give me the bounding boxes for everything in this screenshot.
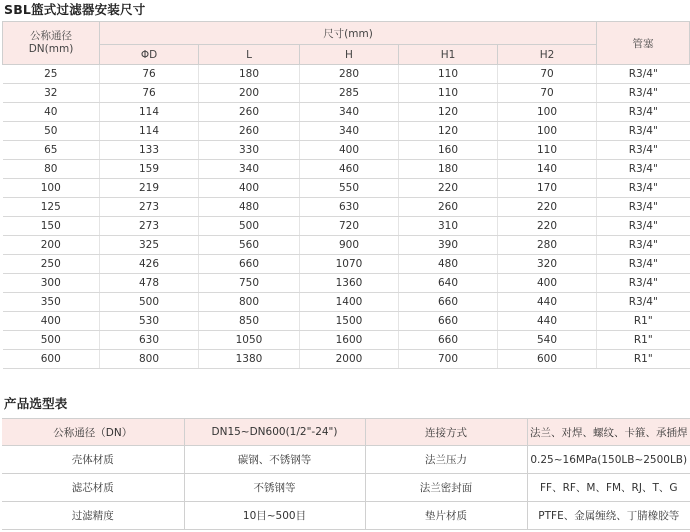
table-cell: 850: [199, 312, 300, 331]
selection-table: [2, 418, 690, 530]
table-cell: 1050: [199, 331, 300, 350]
table-cell: 340: [199, 160, 300, 179]
table-row: [3, 103, 690, 122]
table-row: [3, 331, 690, 350]
table-row: [3, 236, 690, 255]
table-cell: 280: [498, 236, 597, 255]
table-row: [3, 198, 690, 217]
table-cell: 900: [300, 236, 399, 255]
table-row: [3, 255, 690, 274]
table-row: [3, 293, 690, 312]
table-cell: 219: [100, 179, 199, 198]
spec-value: 碳钢、不锈钢等: [184, 446, 365, 474]
header-h: H: [300, 45, 399, 65]
table-cell: 120: [399, 122, 498, 141]
table-cell: 1380: [199, 350, 300, 369]
table-cell: 32: [3, 84, 100, 103]
table-row: [3, 312, 690, 331]
table-cell: 110: [399, 84, 498, 103]
table-cell: 260: [399, 198, 498, 217]
table-cell: 65: [3, 141, 100, 160]
table-cell: 460: [300, 160, 399, 179]
table-cell: R3/4": [597, 65, 690, 84]
spec-label: 垫片材质: [365, 502, 527, 530]
table-cell: 440: [498, 312, 597, 331]
spec-value: 法兰、对焊、螺纹、卡箍、承插焊: [527, 419, 690, 446]
table-cell: 160: [399, 141, 498, 160]
table-cell: 114: [100, 122, 199, 141]
table-cell: 25: [3, 65, 100, 84]
table-row: [3, 122, 690, 141]
table-cell: 1070: [300, 255, 399, 274]
spec-value: FF、RF、M、FM、RJ、T、G: [527, 474, 690, 502]
table-cell: 133: [100, 141, 199, 160]
table-row: [2, 419, 690, 446]
table-cell: 320: [498, 255, 597, 274]
table-cell: 273: [100, 217, 199, 236]
table-cell: 100: [3, 179, 100, 198]
table-row: [3, 179, 690, 198]
table-cell: 120: [399, 103, 498, 122]
spec-label: 滤芯材质: [2, 474, 184, 502]
table-cell: 340: [300, 122, 399, 141]
table-cell: 100: [498, 103, 597, 122]
table-cell: 220: [498, 217, 597, 236]
table-cell: 170: [498, 179, 597, 198]
selection-table-title: 产品选型表: [4, 396, 68, 411]
table-cell: 660: [399, 312, 498, 331]
table-cell: 660: [199, 255, 300, 274]
dimension-table: [2, 21, 690, 369]
table-cell: R3/4": [597, 217, 690, 236]
table-cell: 300: [3, 274, 100, 293]
table-cell: R1": [597, 350, 690, 369]
table-cell: 159: [100, 160, 199, 179]
table-cell: R3/4": [597, 103, 690, 122]
spec-value: 10目~500目: [184, 502, 365, 530]
table-cell: 273: [100, 198, 199, 217]
spec-label: 法兰压力: [365, 446, 527, 474]
spec-value: PTFE、金属缠绕、丁腈橡胶等: [527, 502, 690, 530]
table-cell: 220: [498, 198, 597, 217]
table-cell: 660: [399, 293, 498, 312]
table-cell: R3/4": [597, 179, 690, 198]
table-cell: 50: [3, 122, 100, 141]
table-row: [2, 474, 690, 502]
table-cell: 640: [399, 274, 498, 293]
header-dn: 公称通径 DN(mm): [3, 22, 100, 65]
table-cell: 600: [498, 350, 597, 369]
table-cell: R3/4": [597, 84, 690, 103]
table-cell: 1400: [300, 293, 399, 312]
table-row: [3, 350, 690, 369]
table-cell: 478: [100, 274, 199, 293]
table-cell: 390: [399, 236, 498, 255]
table-row: [3, 274, 690, 293]
table-cell: R3/4": [597, 141, 690, 160]
table-cell: 750: [199, 274, 300, 293]
table-cell: R3/4": [597, 255, 690, 274]
table-cell: 250: [3, 255, 100, 274]
table-cell: 110: [498, 141, 597, 160]
table-cell: 110: [399, 65, 498, 84]
table-cell: R3/4": [597, 236, 690, 255]
table-cell: 530: [100, 312, 199, 331]
table-cell: 114: [100, 103, 199, 122]
table-cell: 340: [300, 103, 399, 122]
table-cell: 550: [300, 179, 399, 198]
selection-table-body: [2, 419, 690, 530]
header-od: ΦD: [100, 45, 199, 65]
spec-label: 连接方式: [365, 419, 527, 446]
table-cell: 220: [399, 179, 498, 198]
table-cell: 76: [100, 84, 199, 103]
table-cell: 70: [498, 84, 597, 103]
table-cell: 200: [3, 236, 100, 255]
table-cell: 2000: [300, 350, 399, 369]
table-cell: 285: [300, 84, 399, 103]
table-cell: 500: [199, 217, 300, 236]
table-cell: 80: [3, 160, 100, 179]
table-cell: R1": [597, 331, 690, 350]
header-plug: 管塞: [597, 22, 690, 65]
table-cell: 500: [3, 331, 100, 350]
table-cell: 480: [199, 198, 300, 217]
table-cell: 800: [199, 293, 300, 312]
table-row: [3, 65, 690, 84]
table-cell: 330: [199, 141, 300, 160]
table-cell: 40: [3, 103, 100, 122]
table-cell: 125: [3, 198, 100, 217]
table-row: [2, 446, 690, 474]
table-cell: 310: [399, 217, 498, 236]
table-row: [3, 84, 690, 103]
table-cell: R3/4": [597, 122, 690, 141]
table-cell: 140: [498, 160, 597, 179]
table-cell: 325: [100, 236, 199, 255]
table-cell: 660: [399, 331, 498, 350]
spec-label: 公称通径（DN）: [2, 419, 184, 446]
table-cell: 1500: [300, 312, 399, 331]
header-l: L: [199, 45, 300, 65]
table-cell: 180: [399, 160, 498, 179]
header-h1: H1: [399, 45, 498, 65]
table-cell: 100: [498, 122, 597, 141]
table-cell: R3/4": [597, 274, 690, 293]
table-cell: 700: [399, 350, 498, 369]
spec-label: 壳体材质: [2, 446, 184, 474]
table-cell: R3/4": [597, 160, 690, 179]
table-cell: 800: [100, 350, 199, 369]
table-cell: 1600: [300, 331, 399, 350]
table-cell: R3/4": [597, 198, 690, 217]
table-cell: 480: [399, 255, 498, 274]
spec-value: 不锈钢等: [184, 474, 365, 502]
table-cell: 630: [300, 198, 399, 217]
table-cell: 180: [199, 65, 300, 84]
table-cell: 150: [3, 217, 100, 236]
table-cell: 1360: [300, 274, 399, 293]
table-cell: 350: [3, 293, 100, 312]
table-cell: 280: [300, 65, 399, 84]
table-cell: 260: [199, 103, 300, 122]
table-cell: 400: [199, 179, 300, 198]
table-cell: 400: [300, 141, 399, 160]
table-cell: 76: [100, 65, 199, 84]
table-cell: 70: [498, 65, 597, 84]
table-cell: 560: [199, 236, 300, 255]
table-cell: 200: [199, 84, 300, 103]
header-dimensions: 尺寸(mm): [100, 22, 597, 45]
table-cell: 440: [498, 293, 597, 312]
table-cell: R3/4": [597, 293, 690, 312]
table-cell: R1": [597, 312, 690, 331]
table-cell: 630: [100, 331, 199, 350]
spec-value: DN15~DN600(1/2"-24"): [184, 419, 365, 446]
table-cell: 260: [199, 122, 300, 141]
table-cell: 400: [498, 274, 597, 293]
header-h2: H2: [498, 45, 597, 65]
table-row: [3, 141, 690, 160]
spec-label: 过滤精度: [2, 502, 184, 530]
table-cell: 600: [3, 350, 100, 369]
table-cell: 540: [498, 331, 597, 350]
table-row: [3, 160, 690, 179]
table-cell: 426: [100, 255, 199, 274]
table-cell: 400: [3, 312, 100, 331]
spec-label: 法兰密封面: [365, 474, 527, 502]
table-row: [3, 217, 690, 236]
dimension-table-body: [3, 65, 690, 369]
table-cell: 500: [100, 293, 199, 312]
spec-value: 0.25~16MPa(150LB~2500LB): [527, 446, 690, 474]
table-cell: 720: [300, 217, 399, 236]
table-row: [2, 502, 690, 530]
dimension-table-title: SBL篮式过滤器安装尺寸: [4, 2, 146, 17]
